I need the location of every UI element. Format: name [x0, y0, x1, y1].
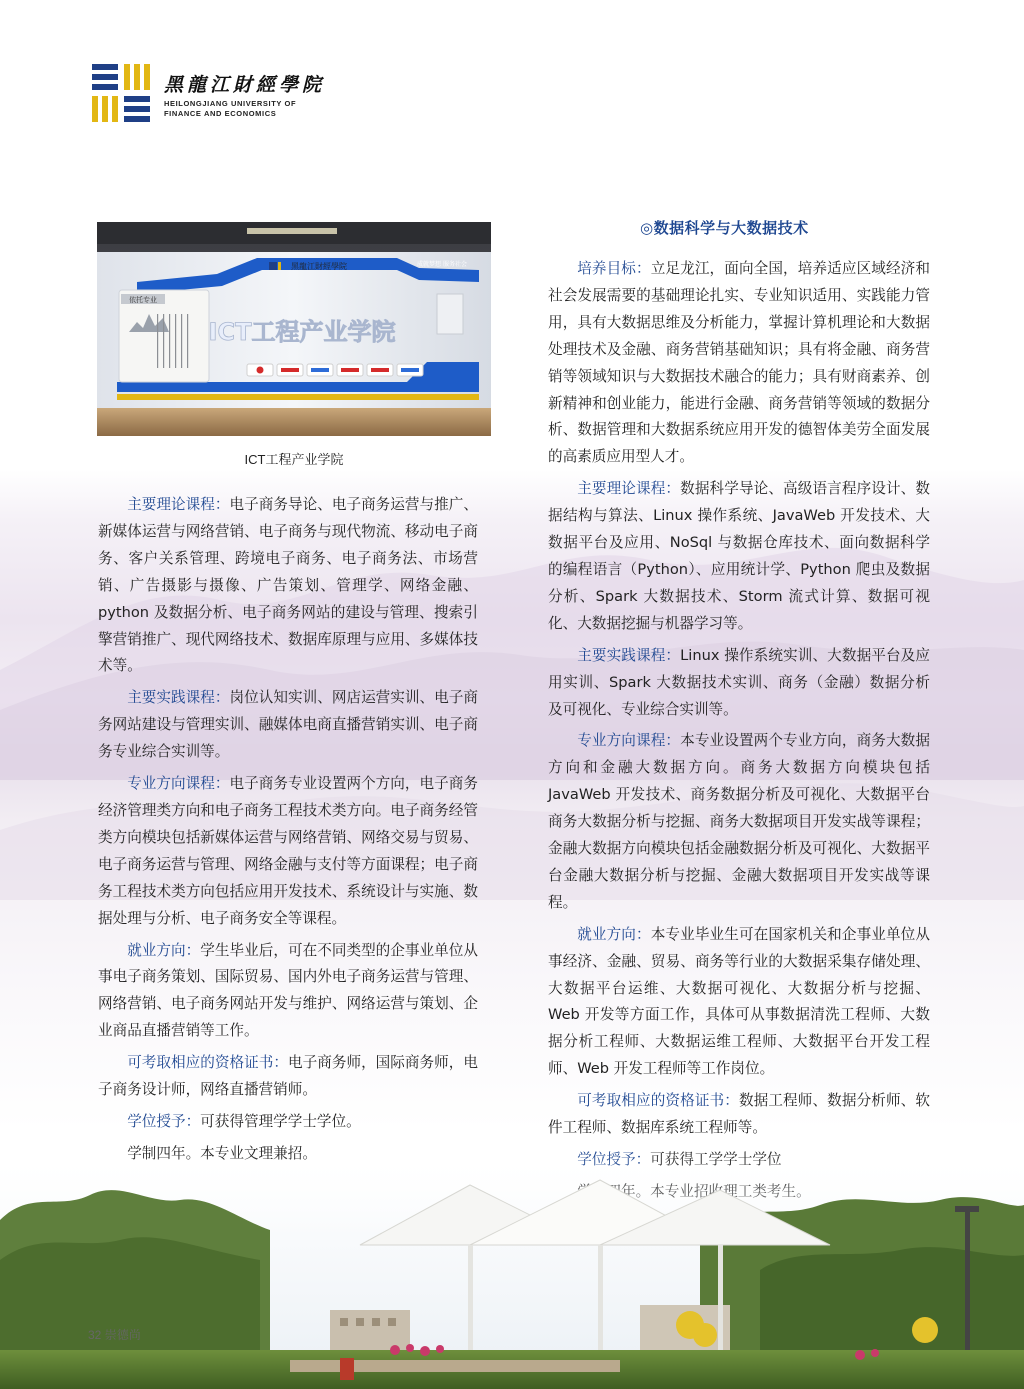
- page-number: [88, 1326, 141, 1343]
- logo-emblem-icon: [92, 64, 152, 122]
- direction-courses-text: 电子商务专业设置两个方向，电子商务经济管理类方向和电子商务工程技术类方向。电子商务经管类方向模块包括新媒体运营与网络营销、网络交易与贸易、电子商务运营与管理、网络金融与支付等方面课程；电子商务工程技术类方向包括应用开发技术、系统设计与实施、数据处理与分析、电子商务安全等课程。: [98, 775, 478, 927]
- practice-courses-label: 主要实践课程：: [127, 689, 230, 707]
- employment-text: 本专业毕业生可在国家机关和企事业单位从事经济、金融、贸易、商务等行业的大数据采集存储处理、大数据平台运维、大数据可视化、大数据分析与挖掘、Web 开发等方面工作，具体可从事数据清洗工程师、大数据分析工程师、大数据运维工程师、大数据平台开发工程师、Web 开发工程师等工作岗位。: [548, 925, 930, 1078]
- employment-paragraph: [548, 922, 930, 1083]
- practice-courses-text: 岗位认知实训、网店运营实训、电子商务网站建设与管理实训、融媒体电商直播营销实训、电子商务专业综合实训等。: [98, 689, 478, 761]
- logo-wordmark: [164, 70, 325, 119]
- degree-text: 可获得管理学学士学位。: [200, 1112, 361, 1130]
- certificates-text: 电子商务师，国际商务师，电子商务设计师，网络直播营销师。: [98, 1054, 478, 1099]
- theory-courses-label: 主要理论课程：: [577, 480, 681, 498]
- certificates-label: 可考取相应的资格证书：: [127, 1054, 288, 1072]
- left-board-title: 依托专业: [129, 296, 157, 304]
- page-number-label: 崇德尚: [104, 1328, 141, 1342]
- section-title: ◎数据科学与大数据技术: [640, 219, 809, 237]
- campus-scene-image: [0, 1150, 1024, 1389]
- direction-courses-label: 专业方向课程：: [127, 775, 230, 793]
- certificates-label: 可考取相应的资格证书：: [577, 1092, 739, 1110]
- photo-caption: ICT工程产业学院: [244, 452, 344, 467]
- practice-courses-paragraph: [548, 643, 930, 724]
- wall-slogan-text: 成就梦想 服务社会: [417, 261, 467, 268]
- employment-label: 就业方向：: [577, 925, 651, 943]
- logo-name-en-line2: FINANCE AND ECONOMICS: [164, 109, 277, 118]
- direction-courses-paragraph: [548, 728, 930, 916]
- wall-title-text: ICT工程产业学院: [208, 318, 396, 346]
- theory-courses-text: 数据科学导论、高级语言程序设计、数据结构与算法、Linux 操作系统、JavaWeb 开发技术、大数据平台及应用、NoSql 与数据仓库技术、面向数据科学的编程语言（Python）、应用统计学、Python 爬虫及数据分析、Spark 大数据技术、Storm 流式计算、数据可视化、大数据挖掘与机器学习等。: [548, 480, 930, 632]
- theory-courses-paragraph: [548, 476, 930, 637]
- right-column: [548, 256, 930, 1211]
- practice-courses-text: Linux 操作系统实训、大数据平台及应用实训、Spark 大数据技术实训、商务（金融）数据分析及可视化、专业综合实训等。: [548, 646, 930, 718]
- employment-label: 就业方向：: [127, 941, 201, 959]
- practice-courses-label: 主要实践课程：: [577, 646, 681, 664]
- training-goal-paragraph: [548, 256, 930, 471]
- training-goal-label: 培养目标：: [577, 260, 651, 277]
- wall-logo-text: 黑龍江財經學院: [291, 262, 347, 271]
- left-column: [98, 492, 478, 1173]
- certificates-text: 数据工程师、数据分析师、软件工程师、数据库系统工程师等。: [548, 1092, 930, 1137]
- university-logo: [92, 64, 325, 122]
- employment-paragraph: [98, 938, 478, 1046]
- certificates-paragraph: [98, 1050, 478, 1104]
- ict-college-photo: [97, 222, 491, 436]
- logo-name-cn: 黑龍江財經學院: [164, 74, 326, 96]
- direction-courses-label: 专业方向课程：: [577, 732, 681, 750]
- certificates-paragraph: [548, 1088, 930, 1142]
- theory-courses-paragraph: [98, 492, 478, 680]
- theory-courses-text: 电子商务导论、电子商务运营与推广、新媒体运营与网络营销、电子商务与现代物流、移动电子商务、客户关系管理、跨境电子商务、电子商务法、市场营销、广告摄影与摄像、广告策划、管理学、网络金融、python 及数据分析、电子商务网站的建设与管理、搜索引擎营销推广、现代网络技术、数据库原理与应用、多媒体技术等。: [98, 496, 478, 675]
- logo-name-en-line1: HEILONGJIANG UNIVERSITY OF: [164, 99, 297, 108]
- degree-paragraph: [98, 1109, 478, 1136]
- logo-name-en: [164, 99, 325, 119]
- direction-courses-text: 本专业设置两个专业方向，商务大数据方向和金融大数据方向。商务大数据方向模块包括 JavaWeb 开发技术、商务数据分析及可视化、大数据平台商务大数据分析与挖掘、商务大数据项目开发实战等课程；金融大数据方向模块包括金融数据分析及可视化、大数据平台金融大数据分析与挖掘、金融大数据项目开发实战等课程。: [548, 732, 930, 911]
- theory-courses-label: 主要理论课程：: [127, 496, 230, 513]
- practice-courses-paragraph: [98, 685, 478, 766]
- employment-text: 学生毕业后，可在不同类型的企事业单位从事电子商务策划、国际贸易、国内外电子商务运营与管理、网络营销、电子商务网站开发与维护、网络运营与策划、企业商品直播营销等工作。: [98, 941, 478, 1040]
- direction-courses-paragraph: [98, 771, 478, 932]
- page-number-value: 32: [88, 1328, 102, 1342]
- training-goal-text: 立足龙江，面向全国，培养适应区域经济和社会发展需要的基础理论扎实、专业知识适用、实践能力管用，具有大数据思维及分析能力，掌握计算机理论和大数据处理技术及金融、商务营销基础知识；具有将金融、商务营销等领域知识与大数据技术融合的能力；具有财商素养、创新精神和创业能力，能进行金融、商务营销等领域的数据分析、数据管理和大数据系统应用开发的德智体美劳全面发展的高素质应用型人才。: [548, 260, 930, 466]
- degree-label: 学位授予：: [127, 1112, 201, 1130]
